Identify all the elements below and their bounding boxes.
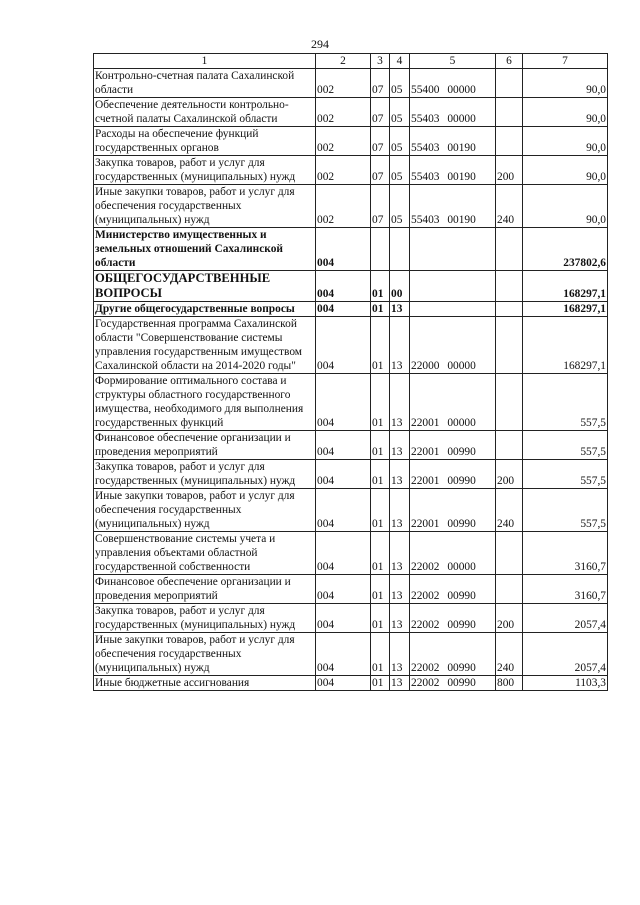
section-code-cell: 01 bbox=[371, 302, 390, 317]
subsection-code-cell: 13 bbox=[390, 460, 410, 489]
table-row bbox=[94, 271, 608, 302]
section-code-cell: 01 bbox=[371, 374, 390, 431]
target-article-cell: 55400 00000 bbox=[410, 69, 496, 98]
subsection-code-cell: 05 bbox=[390, 156, 410, 185]
row-name-cell: Иные закупки товаров, работ и услуг для обеспечения государственных (муниципальных) нужд bbox=[94, 633, 316, 676]
section-code-cell: 01 bbox=[371, 317, 390, 374]
section-code-cell bbox=[371, 228, 390, 271]
department-code-cell: 004 bbox=[316, 604, 371, 633]
target-article-cell: 22002 00990 bbox=[410, 604, 496, 633]
amount-cell: 2057,4 bbox=[523, 633, 608, 676]
table-row bbox=[94, 575, 608, 604]
subsection-code-cell: 13 bbox=[390, 431, 410, 460]
table-row bbox=[94, 676, 608, 691]
department-code-cell: 004 bbox=[316, 676, 371, 691]
expense-type-cell: 200 bbox=[496, 604, 523, 633]
subsection-code-cell: 13 bbox=[390, 317, 410, 374]
subsection-code-cell: 13 bbox=[390, 575, 410, 604]
column-header: 7 bbox=[523, 54, 608, 69]
department-code-cell: 002 bbox=[316, 98, 371, 127]
target-article-cell: 55403 00190 bbox=[410, 156, 496, 185]
amount-cell: 90,0 bbox=[523, 185, 608, 228]
row-name-cell: ОБЩЕГОСУДАРСТВЕННЫЕ ВОПРОСЫ bbox=[94, 271, 316, 302]
expense-type-cell bbox=[496, 69, 523, 98]
amount-cell: 90,0 bbox=[523, 127, 608, 156]
department-code-cell: 004 bbox=[316, 460, 371, 489]
target-article-cell: 22001 00000 bbox=[410, 374, 496, 431]
amount-cell: 1103,3 bbox=[523, 676, 608, 691]
section-code-cell: 07 bbox=[371, 156, 390, 185]
expense-type-cell: 200 bbox=[496, 156, 523, 185]
section-code-cell: 01 bbox=[371, 633, 390, 676]
target-article-cell: 22002 00990 bbox=[410, 676, 496, 691]
page-number: 294 bbox=[311, 37, 329, 51]
table-row bbox=[94, 228, 608, 271]
department-code-cell: 004 bbox=[316, 575, 371, 604]
target-article-cell: 55403 00190 bbox=[410, 185, 496, 228]
amount-cell: 168297,1 bbox=[523, 271, 608, 302]
column-header: 1 bbox=[94, 54, 316, 69]
subsection-code-cell: 13 bbox=[390, 633, 410, 676]
expense-type-cell bbox=[496, 532, 523, 575]
row-name-cell: Иные закупки товаров, работ и услуг для обеспечения государственных (муниципальных) нужд bbox=[94, 489, 316, 532]
table-row bbox=[94, 489, 608, 532]
row-name-cell: Министерство имущественных и земельных отношений Сахалинской области bbox=[94, 228, 316, 271]
row-name-cell: Иные закупки товаров, работ и услуг для обеспечения государственных (муниципальных) нужд bbox=[94, 185, 316, 228]
budget-table bbox=[93, 53, 608, 691]
row-name-cell: Закупка товаров, работ и услуг для государственных (муниципальных) нужд bbox=[94, 460, 316, 489]
subsection-code-cell: 13 bbox=[390, 302, 410, 317]
department-code-cell: 004 bbox=[316, 532, 371, 575]
subsection-code-cell: 13 bbox=[390, 676, 410, 691]
amount-cell: 557,5 bbox=[523, 431, 608, 460]
section-code-cell: 07 bbox=[371, 98, 390, 127]
amount-cell: 557,5 bbox=[523, 374, 608, 431]
row-name-cell: Государственная программа Сахалинской области "Совершенствование системы управления государственным имуществом Сахалинской области на 2014-2020 годы" bbox=[94, 317, 316, 374]
column-header: 3 bbox=[371, 54, 390, 69]
amount-cell: 90,0 bbox=[523, 98, 608, 127]
expense-type-cell bbox=[496, 127, 523, 156]
subsection-code-cell: 13 bbox=[390, 374, 410, 431]
subsection-code-cell: 05 bbox=[390, 127, 410, 156]
department-code-cell: 004 bbox=[316, 317, 371, 374]
table-row bbox=[94, 127, 608, 156]
target-article-cell: 22001 00990 bbox=[410, 460, 496, 489]
section-code-cell: 07 bbox=[371, 69, 390, 98]
subsection-code-cell: 05 bbox=[390, 98, 410, 127]
table-row bbox=[94, 532, 608, 575]
department-code-cell: 002 bbox=[316, 156, 371, 185]
column-header: 4 bbox=[390, 54, 410, 69]
department-code-cell: 004 bbox=[316, 374, 371, 431]
table-row bbox=[94, 460, 608, 489]
row-name-cell: Формирование оптимального состава и структуры областного государственного имущества, необходимого для выполнения государственных функций bbox=[94, 374, 316, 431]
column-header: 6 bbox=[496, 54, 523, 69]
amount-cell: 90,0 bbox=[523, 69, 608, 98]
section-code-cell: 07 bbox=[371, 185, 390, 228]
subsection-code-cell: 13 bbox=[390, 532, 410, 575]
amount-cell: 3160,7 bbox=[523, 575, 608, 604]
table-row bbox=[94, 317, 608, 374]
expense-type-cell bbox=[496, 317, 523, 374]
expense-type-cell: 200 bbox=[496, 460, 523, 489]
expense-type-cell bbox=[496, 98, 523, 127]
expense-type-cell bbox=[496, 228, 523, 271]
amount-cell: 168297,1 bbox=[523, 317, 608, 374]
section-code-cell: 01 bbox=[371, 676, 390, 691]
target-article-cell: 55403 00190 bbox=[410, 127, 496, 156]
expense-type-cell: 240 bbox=[496, 489, 523, 532]
table-row bbox=[94, 156, 608, 185]
section-code-cell: 07 bbox=[371, 127, 390, 156]
section-code-cell: 01 bbox=[371, 271, 390, 302]
row-name-cell: Обеспечение деятельности контрольно-счетной палаты Сахалинской области bbox=[94, 98, 316, 127]
column-header: 2 bbox=[316, 54, 371, 69]
department-code-cell: 002 bbox=[316, 127, 371, 156]
row-name-cell: Финансовое обеспечение организации и проведения мероприятий bbox=[94, 431, 316, 460]
target-article-cell bbox=[410, 302, 496, 317]
section-code-cell: 01 bbox=[371, 460, 390, 489]
target-article-cell: 22002 00000 bbox=[410, 532, 496, 575]
target-article-cell: 22000 00000 bbox=[410, 317, 496, 374]
row-name-cell: Совершенствование системы учета и управления объектами областной государственной собственности bbox=[94, 532, 316, 575]
expense-type-cell bbox=[496, 374, 523, 431]
header-row bbox=[94, 54, 608, 69]
amount-cell: 557,5 bbox=[523, 460, 608, 489]
table-row bbox=[94, 431, 608, 460]
table-row bbox=[94, 604, 608, 633]
subsection-code-cell bbox=[390, 228, 410, 271]
row-name-cell: Расходы на обеспечение функций государственных органов bbox=[94, 127, 316, 156]
expense-type-cell bbox=[496, 271, 523, 302]
amount-cell: 2057,4 bbox=[523, 604, 608, 633]
section-code-cell: 01 bbox=[371, 532, 390, 575]
subsection-code-cell: 13 bbox=[390, 604, 410, 633]
subsection-code-cell: 05 bbox=[390, 185, 410, 228]
column-header: 5 bbox=[410, 54, 496, 69]
department-code-cell: 004 bbox=[316, 633, 371, 676]
section-code-cell: 01 bbox=[371, 604, 390, 633]
expense-type-cell bbox=[496, 575, 523, 604]
target-article-cell bbox=[410, 228, 496, 271]
department-code-cell: 004 bbox=[316, 271, 371, 302]
table-row bbox=[94, 302, 608, 317]
table-row bbox=[94, 185, 608, 228]
target-article-cell: 22002 00990 bbox=[410, 575, 496, 604]
row-name-cell: Иные бюджетные ассигнования bbox=[94, 676, 316, 691]
target-article-cell: 22002 00990 bbox=[410, 633, 496, 676]
target-article-cell: 55403 00000 bbox=[410, 98, 496, 127]
target-article-cell: 22001 00990 bbox=[410, 489, 496, 532]
department-code-cell: 002 bbox=[316, 69, 371, 98]
section-code-cell: 01 bbox=[371, 431, 390, 460]
row-name-cell: Закупка товаров, работ и услуг для государственных (муниципальных) нужд bbox=[94, 156, 316, 185]
table-row bbox=[94, 69, 608, 98]
department-code-cell: 002 bbox=[316, 185, 371, 228]
table-body bbox=[94, 69, 608, 691]
table-row bbox=[94, 374, 608, 431]
row-name-cell: Финансовое обеспечение организации и проведения мероприятий bbox=[94, 575, 316, 604]
row-name-cell: Другие общегосударственные вопросы bbox=[94, 302, 316, 317]
row-name-cell: Закупка товаров, работ и услуг для государственных (муниципальных) нужд bbox=[94, 604, 316, 633]
expense-type-cell: 240 bbox=[496, 185, 523, 228]
section-code-cell: 01 bbox=[371, 575, 390, 604]
amount-cell: 3160,7 bbox=[523, 532, 608, 575]
expense-type-cell bbox=[496, 431, 523, 460]
department-code-cell: 004 bbox=[316, 228, 371, 271]
table-row bbox=[94, 633, 608, 676]
expense-type-cell: 240 bbox=[496, 633, 523, 676]
subsection-code-cell: 00 bbox=[390, 271, 410, 302]
target-article-cell: 22001 00990 bbox=[410, 431, 496, 460]
amount-cell: 557,5 bbox=[523, 489, 608, 532]
expense-type-cell: 800 bbox=[496, 676, 523, 691]
amount-cell: 168297,1 bbox=[523, 302, 608, 317]
target-article-cell bbox=[410, 271, 496, 302]
amount-cell: 90,0 bbox=[523, 156, 608, 185]
subsection-code-cell: 05 bbox=[390, 69, 410, 98]
section-code-cell: 01 bbox=[371, 489, 390, 532]
table-row bbox=[94, 98, 608, 127]
department-code-cell: 004 bbox=[316, 431, 371, 460]
department-code-cell: 004 bbox=[316, 489, 371, 532]
row-name-cell: Контрольно-счетная палата Сахалинской области bbox=[94, 69, 316, 98]
amount-cell: 237802,6 bbox=[523, 228, 608, 271]
department-code-cell: 004 bbox=[316, 302, 371, 317]
expense-type-cell bbox=[496, 302, 523, 317]
subsection-code-cell: 13 bbox=[390, 489, 410, 532]
